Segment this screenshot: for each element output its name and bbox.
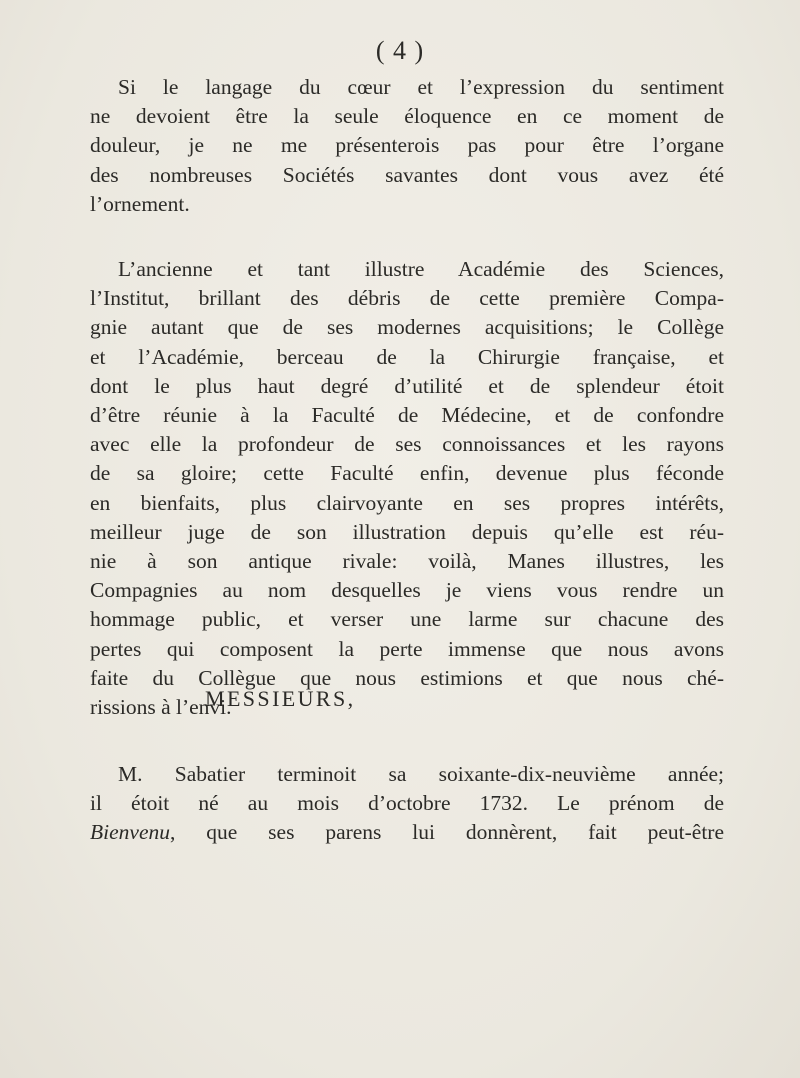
text-line: de sa gloire; cette Faculté enfin, devenue plus féconde [90, 461, 724, 486]
text-line-mixed [90, 818, 724, 847]
paragraph-academies [90, 255, 724, 722]
text-line: dont le plus haut degré d’utilité et de splendeur étoit [90, 373, 724, 398]
text-line: il étoit né au mois d’octobre 1732. Le prénom de [90, 791, 724, 816]
text-line: rissions à l’envi. [90, 695, 232, 720]
paragraph-sabatier [90, 760, 724, 848]
text-line: L’ancienne et tant illustre Académie des Sciences, [118, 257, 724, 281]
text-line: meilleur juge de son illustration depuis qu’elle est réu- [90, 519, 724, 544]
text-line: en bienfaits, plus clairvoyante en ses propres intérêts, [90, 490, 724, 515]
section-heading: MESSIEURS, [205, 686, 356, 711]
text-line: Compagnies au nom desquelles je viens vous rendre un [90, 578, 724, 603]
text-line: Si le langage du cœur et l’expression du sentiment [118, 75, 724, 99]
text-line: d’être réunie à la Faculté de Médecine, et de confondre [90, 403, 724, 428]
text-line: des nombreuses Sociétés savantes dont vous avez été [90, 162, 724, 187]
page-number: ( 4 ) [375, 36, 425, 65]
text-line: douleur, je ne me présenterois pas pour être l’organe [90, 133, 724, 158]
paragraph-opening [90, 73, 724, 219]
text-line: nie à son antique rivale: voilà, Manes illustres, les [90, 549, 724, 574]
text-line: avec elle la profondeur de ses connoissances et les rayons [90, 432, 724, 457]
text-line: hommage public, et verser une larme sur chacune des [90, 607, 724, 632]
text-line: ne devoient être la seule éloquence en ce moment de [90, 104, 724, 129]
text-line: gnie autant que de ses modernes acquisitions; le Collège [90, 315, 724, 340]
text-line: M. Sabatier terminoit sa soixante-dix-neuvième année; [118, 762, 724, 786]
text-line: et l’Académie, berceau de la Chirurgie française, et [90, 344, 724, 369]
text-line: l’ornement. [90, 191, 190, 216]
text-fragment: , que ses parens lui donnèrent, fait peut-être [170, 820, 724, 845]
italic-name: Bienvenu [90, 820, 170, 845]
text-line: faite du Collègue que nous estimions et que nous ché- [90, 665, 724, 690]
text-line: l’Institut, brillant des débris de cette première Compa- [90, 286, 724, 311]
text-line: pertes qui composent la perte immense que nous avons [90, 636, 724, 661]
